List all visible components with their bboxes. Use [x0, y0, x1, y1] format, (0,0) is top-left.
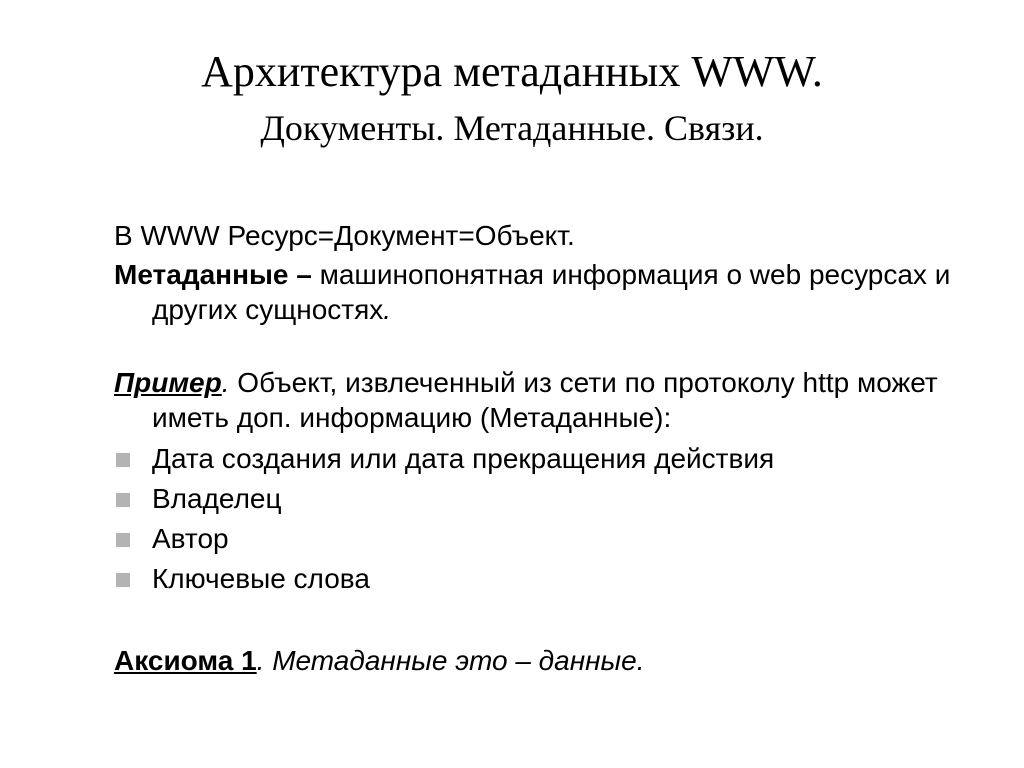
- square-bullet-icon: [116, 493, 130, 507]
- axiom-label: Аксиома 1: [114, 645, 257, 676]
- title-line-2: Документы. Метаданные. Связи.: [260, 108, 764, 148]
- axiom-text: . Метаданные это – данные.: [256, 645, 645, 676]
- list-item: [114, 479, 974, 519]
- metadata-bullet-list: [114, 439, 974, 599]
- list-item: [114, 519, 974, 559]
- list-item-label: Ключевые слова: [152, 563, 370, 594]
- metadata-definition-end: .: [383, 294, 392, 325]
- metadata-definition-paragraph: [114, 257, 974, 327]
- example-label: Пример: [114, 367, 222, 398]
- resource-text: В WWW Ресурс=Документ=Объект.: [114, 220, 575, 251]
- metadata-term: Метаданные –: [114, 259, 312, 290]
- example-label-punct: .: [221, 367, 230, 398]
- slide-body: [114, 218, 974, 678]
- title-line-1: Архитектура метаданных WWW.: [201, 47, 823, 96]
- list-item: [114, 559, 974, 599]
- list-item-label: Автор: [152, 523, 229, 554]
- resource-paragraph: [114, 218, 974, 253]
- metadata-definition: машинопонятная информация о web ресурсах и других сущностях: [152, 259, 951, 325]
- square-bullet-icon: [116, 533, 130, 547]
- square-bullet-icon: [116, 453, 130, 467]
- list-item-label: Владелец: [152, 483, 282, 514]
- list-item: [114, 439, 974, 479]
- axiom-paragraph: [114, 643, 974, 678]
- example-paragraph: [114, 365, 974, 435]
- list-item-label: Дата создания или дата прекращения действия: [152, 443, 775, 474]
- example-text: Объект, извлеченный из сети по протоколу http может иметь доп. информацию (Метаданные):: [152, 367, 938, 433]
- slide-title: [80, 42, 944, 154]
- square-bullet-icon: [116, 573, 130, 587]
